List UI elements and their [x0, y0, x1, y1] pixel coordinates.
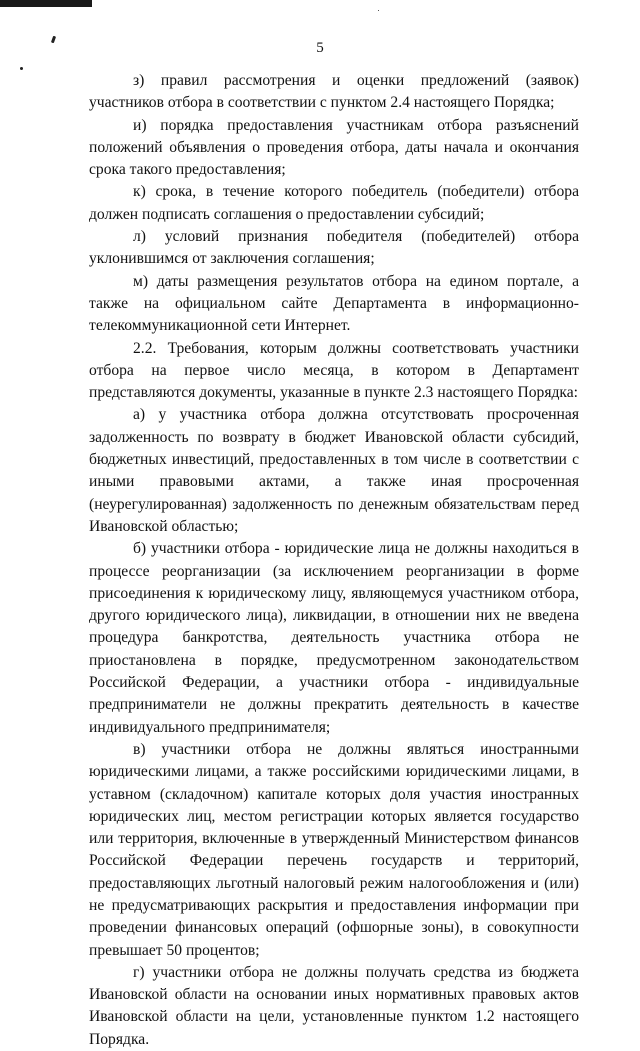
paragraph-v: в) участники отбора не должны являться иностранными юридическими лицами, а также российскими юридическими лицами, в уставном (складочном) капитале которых доля участия иностранных юридических лиц, местом регистрации которых является государство или территория, включенные в утвержденный Министерством финансов Российской Федерации перечень государств и территорий, предоставляющих льготный налоговый режим налогообложения и (или) не предусматривающих раскрытия и предоставления информации при проведении финансовых операций (офшорные зоны), в совокупности превышает 50 процентов; [89, 740, 579, 959]
paragraph-a: а) у участника отбора должна отсутствовать просроченная задолженность по возврату в бюджет Ивановской области субсидий, бюджетных инвестиций, предоставленных в том числе в соответствии с иными правовыми актами, а также иная просроченная (неурегулированная) задолженность по денежным обязательствам перед Ивановской областью; [89, 406, 579, 535]
paragraph-l: л) условий признания победителя (победителей) отбора уклонившимся от заключения соглашения; [89, 228, 579, 268]
document-body [89, 70, 579, 1051]
paragraph-i: и) порядка предоставления участникам отбора разъяснений положений объявления о проведения отбора, даты начала и окончания срока такого предоставления; [89, 116, 579, 179]
scan-speck [378, 10, 379, 11]
scan-artifact-bar [0, 0, 92, 7]
page-number: 5 [316, 40, 324, 56]
section-2-2-heading: 2.2. Требования, которым должны соответствовать участники отбора на первое число месяца, в котором в Департамент представляются документы, указанные в пункте 2.3 настоящего Порядка: [89, 339, 579, 402]
scan-speck [20, 67, 23, 70]
paragraph-m: м) даты размещения результатов отбора на едином портале, а также на официальном сайте Департамента в информационно-телекоммуникационной сети Интернет. [89, 272, 579, 335]
paragraph-b: б) участники отбора - юридические лица не должны находиться в процессе реорганизации (за исключением реорганизации в форме присоединения к юридическому лицу, являющемуся участником отбора, другого юридического лица), ликвидации, в отношении них не введена процедура банкротства, деятельность участника отбора не приостановлена в порядке, предусмотренном законодательством Российской Федерации, а участники отбора - индивидуальные предприниматели не должны прекратить деятельность в качестве индивидуального предпринимателя; [89, 540, 579, 736]
paragraph-z: з) правил рассмотрения и оценки предложений (заявок) участников отбора в соответствии с пунктом 2.4 настоящего Порядка; [89, 72, 579, 112]
paragraph-g: г) участники отбора не должны получать средства из бюджета Ивановской области на основании иных нормативных правовых актов Ивановской области на цели, установленные пунктом 1.2 настоящего Порядка. [89, 963, 579, 1048]
paragraph-k: к) срока, в течение которого победитель (победители) отбора должен подписать соглашения о предоставлении субсидий; [89, 183, 579, 223]
